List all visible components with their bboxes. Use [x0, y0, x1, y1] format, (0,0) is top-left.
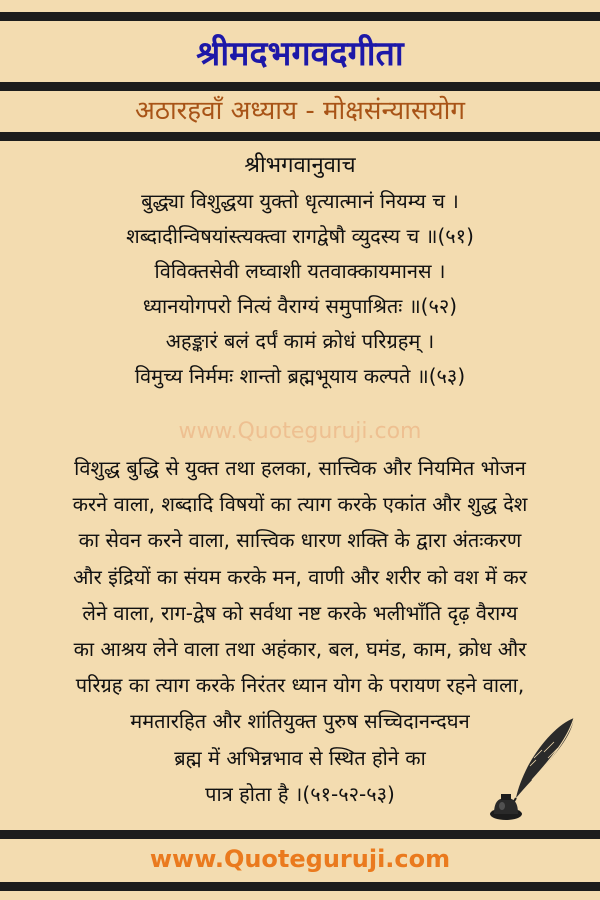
sanskrit-verses — [0, 150, 600, 394]
top-divider — [0, 12, 600, 21]
translation-line: करने वाला, शब्दादि विषयों का त्याग करके एकांत और शुद्ध देश — [72, 492, 528, 517]
translation-line: का आश्रय लेने वाला तथा अहंकार, बल, घमंड, काम, क्रोध और — [73, 637, 527, 662]
website-link[interactable]: www.Quoteguruji.com — [149, 845, 451, 873]
verse-speaker: श्रीभगवानुवाच — [244, 153, 356, 178]
verse-line: ध्यानयोगपरो नित्यं वैराग्यं समुपाश्रितः ॥(५२) — [142, 294, 458, 318]
translation-line: विशुद्ध बुद्धि से युक्त तथा हलका, सात्त्विक और नियमित भोजन — [74, 456, 526, 480]
page-title: श्रीमदभगवदगीता — [196, 34, 404, 74]
title-divider — [0, 82, 600, 91]
chapter-subtitle: अठारहवाँ अध्याय - मोक्षसंन्यासयोग — [134, 96, 466, 126]
translation-line: का सेवन करने वाला, सात्त्विक धारण शक्ति के द्वारा अंतःकरण — [78, 528, 522, 553]
watermark: www.Quoteguruji.com — [178, 419, 422, 444]
translation-line: ब्रह्म में अभिन्नभाव से स्थित होने का — [174, 745, 426, 770]
quill-inkpot-icon — [488, 714, 588, 824]
bottom-divider — [0, 882, 600, 891]
verse-line: बुद्ध्या विशुद्धया युक्तो धृत्यात्मानं नियम्य च । — [141, 189, 459, 213]
subtitle-divider — [0, 132, 600, 141]
verse-line: विमुच्य निर्ममः शान्तो ब्रह्मभूयाय कल्पते ॥(५३) — [134, 364, 466, 388]
verse-line: शब्दादीन्विषयांस्त्यक्त्वा रागद्वेषौ व्युदस्य च ॥(५१) — [126, 224, 474, 248]
translation-line: ममतारहित और शांतियुक्त पुरुष सच्चिदानन्दघन — [130, 709, 470, 734]
translation-line: पात्र होता है ।(५१-५२-५३) — [205, 781, 395, 806]
translation-line: परिग्रह का त्याग करके निरंतर ध्यान योग के परायण रहने वाला, — [75, 673, 525, 698]
verse-line: अहङ्कारं बलं दर्पं कामं क्रोधं परिग्रहम्‌ । — [165, 329, 435, 353]
footer-top-divider — [0, 830, 600, 839]
translation-line: लेने वाला, राग-द्वेष को सर्वथा नष्ट करके भलीभाँति दृढ़ वैराग्य — [82, 600, 518, 625]
translation-line: और इंद्रियों का संयम करके मन, वाणी और शरीर को वश में कर — [73, 564, 527, 589]
verse-line: विविक्तसेवी लघ्वाशी यतवाक्कायमानस । — [154, 259, 446, 283]
